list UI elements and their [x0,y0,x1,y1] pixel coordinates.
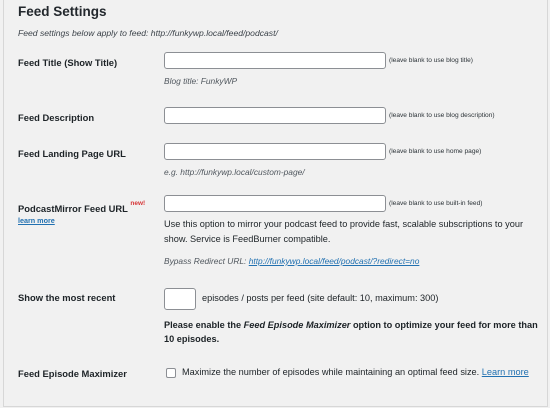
podcastmirror-learn-more-link[interactable]: learn more [18,216,55,225]
podcastmirror-description: Use this option to mirror your podcast feed to provide fast, scalable subscriptions to your show. Service is FeedBurner compatible. [164,219,523,244]
feed-title-input[interactable] [164,52,386,69]
most-recent-label: Show the most recent [18,292,116,303]
podcastmirror-hint: (leave blank to use built-in feed) [389,200,483,207]
warning-suffix: option to optimize your feed for more than 10 episodes. [164,320,538,344]
episode-maximizer-checkbox[interactable] [166,368,176,378]
episode-maximizer-label: Feed Episode Maximizer [18,368,127,379]
feed-description-input[interactable] [164,107,386,124]
podcastmirror-label [18,200,146,214]
feed-landing-url-label: Feed Landing Page URL [18,148,126,159]
feed-title-label: Feed Title (Show Title) [18,57,118,68]
podcastmirror-label-text: PodcastMirror Feed URL [18,203,128,214]
section-intro: Feed settings below apply to feed: http://funkywp.local/feed/podcast/ [18,28,278,38]
warning-emphasis: Feed Episode Maximizer [243,320,351,330]
bypass-redirect-line [164,256,419,266]
feed-landing-url-input[interactable] [164,143,386,160]
feed-description-label: Feed Description [18,112,95,123]
bypass-redirect-prefix: Bypass Redirect URL: [164,256,249,266]
settings-panel [3,0,548,407]
feed-landing-url-hint: (leave blank to use home page) [389,148,482,155]
episode-maximizer-learn-more-link[interactable]: Learn more [481,367,529,377]
feed-landing-url-note: e.g. http://funkywp.local/custom-page/ [164,167,305,177]
most-recent-suffix: episodes / posts per feed (site default: 10, maximum: 300) [202,293,439,303]
bypass-redirect-link[interactable]: http://funkywp.local/feed/podcast/?redirect=no [248,256,420,266]
episode-maximizer-text [182,365,529,380]
new-badge: new! [130,200,146,207]
warning-prefix: Please enable the [164,320,244,330]
feed-description-hint: (leave blank to use blog description) [389,112,495,119]
podcastmirror-url-input[interactable] [164,195,386,212]
most-recent-input[interactable] [164,288,196,310]
episode-maximizer-description: Maximize the number of episodes while maintaining an optimal feed size. [182,367,482,377]
feed-title-note: Blog title: FunkyWP [164,76,238,86]
section-title: Feed Settings [18,4,107,19]
feed-title-hint: (leave blank to use blog title) [389,57,473,64]
maximizer-warning [164,318,539,346]
